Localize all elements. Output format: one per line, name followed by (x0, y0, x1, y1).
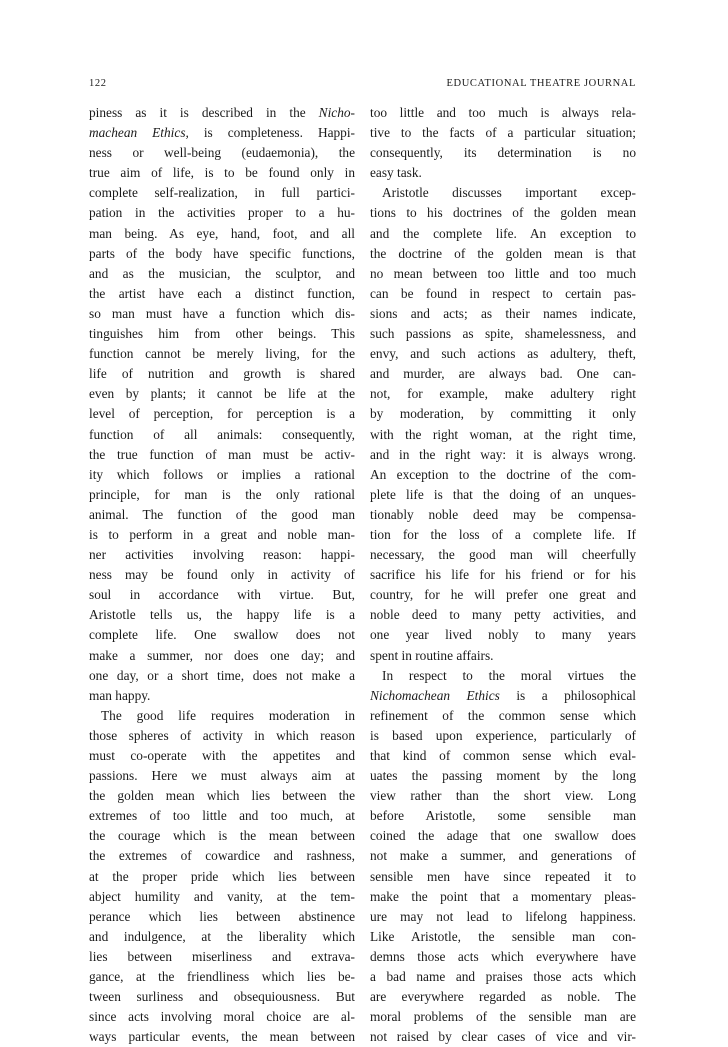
text-line: the artist have each a distinct function, (89, 285, 355, 301)
text-line: the doctrine of the golden mean is that (370, 245, 636, 261)
text-line: that kind of common sense which eval- (370, 748, 636, 763)
text-line: must co-operate with the appetites and (89, 748, 355, 763)
text-line: In respect to the moral virtues the (382, 667, 636, 683)
text-line: tion for the loss of a complete life. If (370, 526, 636, 542)
text-line: ity which follows or implies a rational (89, 466, 355, 482)
text-line: sacrifice his life for his friend or for his (370, 567, 636, 583)
text-line: spent in routine affairs. (370, 647, 494, 663)
text-line: lies between miserliness and extrava- (89, 948, 355, 964)
text-line: since acts involving moral choice are al- (89, 1009, 355, 1025)
text-line: the golden mean which lies between the (89, 788, 355, 804)
text-line: before Aristotle, some sensible man (370, 808, 636, 824)
text-line: man being. As eye, hand, foot, and all (89, 225, 355, 241)
text-column-left (89, 103, 355, 1047)
text-line: not raised by clear cases of vice and vir- (370, 1029, 636, 1045)
text-line: parts of the body have specific functions, (89, 245, 355, 261)
text-line: soul in accordance with virtue. But, (89, 587, 355, 603)
text-line: machean Ethics, is completeness. Happi- (89, 125, 355, 141)
text-line: even by plants; it cannot be life at the (89, 386, 355, 402)
text-line: extremes of too little and too much, at (89, 808, 355, 824)
text-line: principle, for man is the only rational (89, 486, 355, 502)
text-line: too little and too much is always rela- (370, 105, 636, 120)
text-line: refinement of the common sense which (370, 707, 636, 723)
text-line: level of perception, for perception is a (89, 406, 355, 422)
text-line: noble deed to many petty activities, and (370, 607, 636, 623)
text-line: ure may not lead to lifelong happiness. (370, 908, 636, 924)
text-line: and as the musician, the sculptor, and (89, 265, 355, 281)
text-line: those spheres of activity in which reason (89, 727, 355, 743)
text-line: animal. The function of the good man (89, 506, 355, 522)
journal-title: EDUCATIONAL THEATRE JOURNAL (446, 78, 636, 89)
text-line: function cannot be merely living, for the (89, 346, 355, 362)
text-line: complete self-realization, in full partici- (89, 185, 355, 201)
text-line: demns those acts which everywhere have (370, 948, 636, 964)
text-line: consequently, its determination is no (370, 145, 636, 161)
text-line: sions and acts; as their names indicate, (370, 305, 636, 321)
text-line: ness may be found only in activity of (89, 567, 355, 583)
text-line: uates the passing moment by the long (370, 768, 636, 784)
text-line: is to perform in a great and noble man- (89, 526, 355, 542)
text-line: such passions as spite, shamelessness, and (370, 326, 636, 342)
text-line: envy, and such actions as adultery, theft, (370, 346, 636, 362)
text-line: so man must have a function which dis- (89, 305, 355, 321)
text-line: necessary, the good man will cheerfully (370, 547, 636, 563)
text-line: tween surliness and obsequiousness. But (89, 989, 355, 1005)
text-line: no mean between too little and too much (370, 265, 636, 281)
text-line: gance, at the friendliness which lies be- (89, 969, 355, 985)
text-line: ner activities involving reason: happi- (89, 547, 355, 563)
text-line: Like Aristotle, the sensible man con- (370, 928, 636, 944)
text-line: view rather than the short view. Long (370, 788, 636, 804)
text-line: Aristotle discusses important excep- (382, 185, 636, 201)
text-line: and indulgence, at the liberality which (89, 928, 355, 944)
text-line: not, for example, make adultery right (370, 386, 636, 402)
text-line: ways particular events, the mean between (89, 1029, 355, 1045)
text-line: plete life is that the doing of an unques- (370, 486, 636, 502)
text-column-right (370, 103, 636, 1047)
text-line: perance which lies between abstinence (89, 908, 355, 924)
text-line: tinguishes him from other beings. This (89, 326, 355, 342)
text-line: make a summer, nor does one day; and (89, 647, 355, 663)
page-number: 122 (89, 78, 107, 89)
text-line: a bad name and praises those acts which (370, 969, 636, 985)
text-line: complete life. One swallow does not (89, 627, 355, 643)
text-line: can be found in respect to certain pas- (370, 285, 636, 301)
text-line: tionably noble deed may be compensa- (370, 506, 636, 522)
text-line: An exception to the doctrine of the com- (370, 466, 636, 482)
text-line: moral problems of the sensible man are (370, 1009, 636, 1025)
text-line: pation in the activities proper to a hu- (89, 205, 355, 221)
text-line: make the point that a momentary pleas- (370, 888, 636, 904)
text-line: coined the adage that one swallow does (370, 828, 636, 844)
text-line: and in the right way: it is always wrong. (370, 446, 636, 462)
text-line: and murder, are always bad. One can- (370, 366, 636, 382)
text-line: Aristotle tells us, the happy life is a (89, 607, 355, 623)
text-line: not make a summer, and generations of (370, 848, 636, 864)
text-line: The good life requires moderation in (101, 707, 355, 723)
text-line: tive to the facts of a particular situation; (370, 125, 636, 141)
text-line: is based upon experience, particularly of (370, 727, 636, 743)
text-line: with the right woman, at the right time, (370, 426, 636, 442)
text-line: one year lived nobly to many years (370, 627, 636, 643)
text-line: are everywhere regarded as noble. The (370, 989, 636, 1005)
text-line: at the proper pride which lies between (89, 868, 355, 884)
text-line: Nichomachean Ethics is a philosophical (370, 687, 636, 703)
text-line: life of nutrition and growth is shared (89, 366, 355, 382)
text-line: one day, or a short time, does not make a (89, 667, 355, 683)
text-line: ness or well-being (eudaemonia), the (89, 145, 355, 161)
text-line: the courage which is the mean between (89, 828, 355, 844)
text-line: abject humility and vanity, at the tem- (89, 888, 355, 904)
text-line: the true function of man must be activ- (89, 446, 355, 462)
text-line: country, for he will prefer one great and (370, 587, 636, 603)
text-line: function of all animals: consequently, (89, 426, 355, 442)
text-line: passions. Here we must always aim at (89, 768, 355, 784)
text-line: easy task. (370, 165, 422, 181)
text-line: tions to his doctrines of the golden mean (370, 205, 636, 221)
text-line: the extremes of cowardice and rashness, (89, 848, 355, 864)
text-line: piness as it is described in the Nicho- (89, 105, 355, 120)
text-line: by moderation, by committing it only (370, 406, 636, 422)
text-line: man happy. (89, 687, 151, 703)
text-line: sensible men have since repeated it to (370, 868, 636, 884)
text-line: true aim of life, is to be found only in (89, 165, 355, 181)
text-line: and the complete life. An exception to (370, 225, 636, 241)
